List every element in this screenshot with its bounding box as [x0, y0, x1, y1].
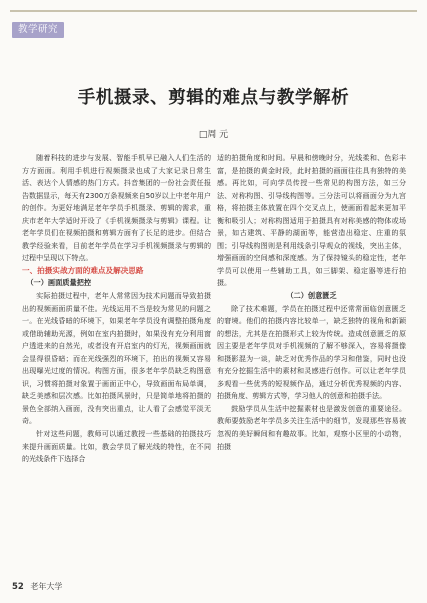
page-number: 52: [12, 582, 24, 592]
magazine-name: 老年大学: [30, 582, 63, 591]
body-paragraph: 针对这些问题，教师可以通过教授一些基础的拍摄技巧来提升画面质量。比如，教会学员了解光线的特性，在不同的光线条件下选择合: [22, 429, 211, 464]
article-title: 手机摄录、剪辑的难点与教学解析: [77, 88, 350, 108]
page-footer: [12, 581, 62, 592]
subheading-lack-of-creativity: （二）创意匮乏: [286, 291, 337, 301]
left-column: [22, 152, 211, 466]
title-block: [0, 62, 427, 148]
section-heading-1: 一、拍摄实战方面的难点及解决思路: [22, 265, 144, 275]
body-paragraph: 适的拍摄角度和时间。早晨和傍晚时分，光线柔和、色彩丰富，是拍摄的黄金时段，此时拍摄的画面往往具有独特的美感。再比如，可向学员传授一些常见的构图方法，如三分法、对称构图、引导线构图等。三分法可以将画面分为九宫格，将拍摄主体放置在四个交叉点上，使画面看起来更加平衡和吸引人；对称构图适用于拍摄具有对称美感的物体或场景，如古建筑、平静的湖面等，能营造出稳定、庄重的氛围；引导线构图则是利用线条引导观众的视线，突出主体，增强画面的空间感和深度感。为了保持镜头的稳定性，老年学员可以使用一些辅助工具，如三脚架、稳定器等进行拍摄。: [217, 153, 406, 288]
column-tag: 教学研究: [12, 22, 64, 38]
subheading-image-quality: （一）画面质量把控: [26, 278, 92, 288]
body-paragraph: 实际拍摄过程中，老年人常常因为技术问题而导致拍摄出的视频画面质量不佳。光线运用不当是较为常见的问题之一。在光线昏暗的环境下，如果老年学员没有调整拍摄角度或借助辅助光源，例如在室内拍摄时，如果没有充分利用窗户透进来的自然光，或者没有开启室内的灯光，视频画面就会显得很昏暗；而在光线强烈的环境下，拍出的视频又容易出现曝光过度的情况。构图方面，很多老年学员缺乏构图意识，习惯将拍摄对象置于画面正中心，导致画面布局单调，缺乏美感和层次感。比如拍摄风景时，只是简单地将拍摄的景色全部纳入画面，没有突出重点，让人看了会感觉平淡无奇。: [22, 291, 211, 426]
article-author: □周 元: [198, 130, 229, 140]
intro-paragraph: 随着科技的进步与发展、智能手机早已融入人们生活的方方面面。利用手机进行视频摄录也成了大家记录日常生活、表达个人情感的热门方式。抖音集团的一份社会责任报告数据显示，每天有2300万条视频来自50岁以上中老年用户的创作。为更好地满足老年学员手机摄录、剪辑的需求，重庆市老年大学适时开设了《手机视频摄录与剪辑》课程。让老年学员们在视频拍摄和剪辑方面有了长足的进步。但结合教学经验来看，目前老年学员在学习手机视频摄录与剪辑的过程中呈现以下特点。: [22, 153, 211, 263]
body-paragraph: 除了技术难题，学员在拍摄过程中还常常面临创意匮乏的窘境。他们的拍摄内容比较单一，缺乏独特的视角和新颖的想法，尤其是在拍摄形式上较为传统。造成创意匮乏的原因主要是老年学员对手机视频的了解不够深入，容易将摄像和摄影混为一谈，缺乏对优秀作品的学习和借鉴，同时也没有充分挖掘生活中的素材和灵感进行创作。可以让老年学员多观看一些优秀的短视频作品，通过分析优秀视频的内容、拍摄角度、剪辑方式等，学习他人的创意和拍摄手法。: [217, 303, 406, 401]
header-band: [10, 10, 417, 50]
body-paragraph: 鼓励学员从生活中挖掘素材也是激发创意的重要途径。教师要鼓励老年学员多关注生活中的细节，发现那些容易被忽视的美好瞬间和有趣故事。比如，观察小区里的小动物，拍摄: [217, 403, 406, 451]
right-column: [217, 152, 406, 453]
